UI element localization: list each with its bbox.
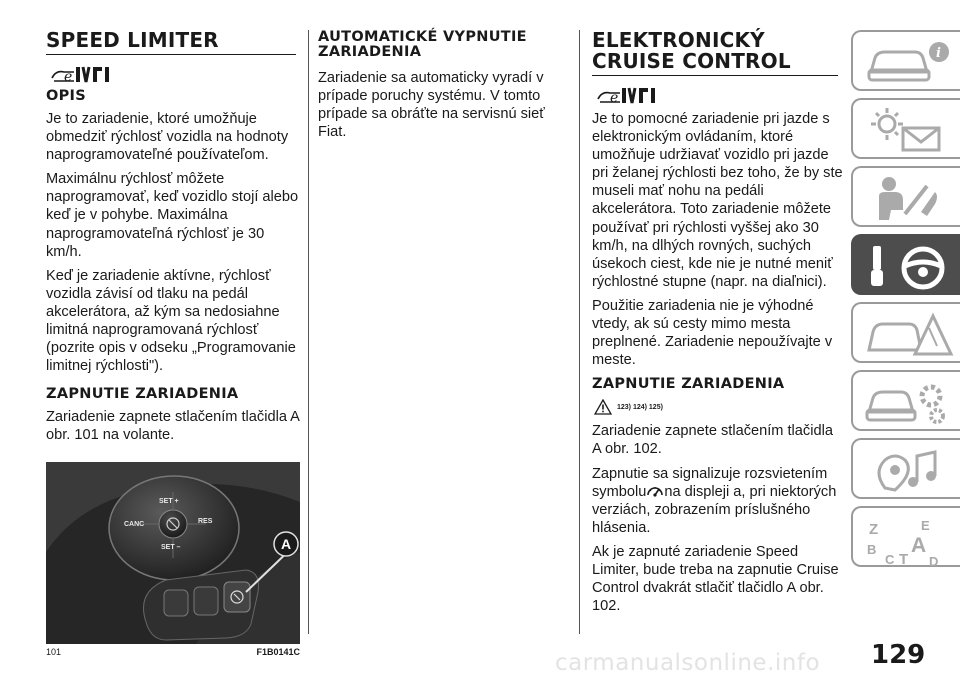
multimedia-icon — [865, 446, 955, 494]
section-title-cruise-control: ELEKTRONICKÝ CRUISE CONTROL — [592, 30, 838, 76]
index-letter: D — [929, 554, 939, 566]
paragraph: Použitie zariadenia nie je výhodné vtedy, ak sú cesty mimo mesta preplnené. Zariadenie nepoužívajte v meste. — [592, 297, 833, 369]
tab-safety[interactable] — [851, 166, 960, 227]
car-info-icon — [865, 38, 955, 86]
tab-multimedia[interactable] — [851, 438, 960, 499]
paragraph-part: Zapnutie sa signalizuje rozsvietením symbolu — [592, 465, 828, 500]
index-letter: B — [867, 542, 877, 557]
safety-icon — [865, 174, 955, 222]
key-steering-wheel-icon — [865, 242, 955, 290]
paragraph: Keď je zariadenie aktívne, rýchlosť vozidla závisí od tlaku na pedál akcelerátora, až kým sa nedosiahne limitná naprogramovaná rýchlosť (pozrite opis v odseku „Programovanie limitnej rýchlosti"). — [46, 267, 296, 375]
index-letter: A — [911, 534, 927, 557]
paragraph: Ak je zapnuté zariadenie Speed Limiter, bude treba na zapnutie Cruise Control dvakrát stlačiť tlačidlo A obr. 102. — [592, 543, 839, 615]
column-cruise-control — [592, 30, 844, 621]
index-letter: C — [885, 552, 895, 566]
paragraph — [592, 465, 844, 537]
button-set-plus-label: SET + — [159, 497, 179, 505]
subtitle-zapnutie: ZAPNUTIE ZARIADENIA — [46, 386, 239, 403]
watermark: carmanualsonline.info — [555, 650, 821, 676]
figure-number: 101 — [46, 646, 62, 657]
tab-warning-lights[interactable] — [851, 98, 960, 159]
tab-index[interactable] — [851, 506, 960, 567]
version-variants-icon — [596, 84, 656, 106]
warning-reference — [594, 398, 844, 416]
tab-maintenance[interactable] — [851, 370, 960, 431]
button-canc-label: CANC — [124, 520, 145, 528]
version-variants-icon — [50, 63, 110, 85]
steering-wheel-buttons-figure — [46, 462, 300, 644]
index-icon — [865, 514, 955, 566]
warning-refs: 123) 124) 125) — [617, 403, 663, 411]
svg-text:e: e — [610, 90, 619, 106]
column-speed-limiter — [46, 30, 300, 657]
column-divider — [579, 30, 580, 634]
index-letter: E — [921, 518, 930, 533]
svg-text:e: e — [64, 69, 73, 85]
warning-triangle-icon — [594, 399, 612, 415]
cruise-control-symbol-icon — [646, 483, 664, 499]
section-title-automatic-shutdown: AUTOMATICKÉ VYPNUTIE ZARIADENIA — [318, 29, 527, 60]
tab-emergency[interactable] — [851, 302, 960, 363]
index-letter: T — [899, 551, 909, 566]
svg-text:i: i — [936, 46, 941, 61]
paragraph: Zariadenie sa automaticky vyradí v prípade poruchy systému. V tomto prípade sa obráťte na servisnú sieť Fiat. — [318, 70, 545, 141]
paragraph: Maximálnu rýchlosť môžete naprogramovať, keď vozidlo stojí alebo keď je v pohybe. Maximálna naprogramovateľná rýchlosť je 30 km/h. — [46, 171, 299, 260]
column-automatic-shutdown — [318, 30, 564, 147]
figure-code: F1B0141C — [256, 646, 300, 657]
section-title-speed-limiter: SPEED LIMITER — [46, 30, 296, 55]
index-letter: Z — [869, 521, 879, 538]
figure-caption — [46, 647, 300, 657]
paragraph: Zariadenie zapnete stlačením tlačidla A obr. 102. — [592, 423, 833, 458]
paragraph-part: na displeji a, pri niektorých verziách, zobrazením príslušného hlásenia. — [592, 483, 837, 536]
page-number: 129 — [871, 640, 926, 670]
steering-wheel-illustration — [46, 462, 300, 644]
maintenance-icon — [865, 378, 955, 426]
paragraph: Je to zariadenie, ktoré umožňuje obmedziť rýchlosť vozidla na hodnoty naprogramovateľné používateľom. — [46, 111, 289, 164]
column-divider — [308, 30, 309, 634]
tab-car-info[interactable] — [851, 30, 960, 91]
paragraph: Je to pomocné zariadenie pri jazde s elektronickým ovládaním, ktoré umožňuje udržiavať vozidlo pri jazde pri želanej rýchlosti bez toho, že by ste museli mať nohu na pedáli akcelerátora. Toto zariadenie môžete používať pri rýchlosti vyššej ako 30 km/h, na dlhých rovných, suchých úsekoch ciest, kde nie je nutné meniť rýchlostné stupne (napr. na diaľnici). — [592, 111, 843, 290]
subtitle-zapnutie: ZAPNUTIE ZARIADENIA — [592, 376, 785, 393]
subtitle-opis: OPIS — [46, 88, 86, 104]
callout-a: A — [281, 535, 292, 552]
tab-starting-driving[interactable] — [851, 234, 960, 295]
button-res-label: RES — [198, 517, 213, 525]
warning-lights-icon — [865, 106, 955, 154]
emergency-icon — [865, 310, 955, 358]
paragraph: Zariadenie zapnete stlačením tlačidla A obr. 101 na volante. — [46, 409, 300, 444]
button-set-minus-label: SET – — [161, 543, 181, 551]
